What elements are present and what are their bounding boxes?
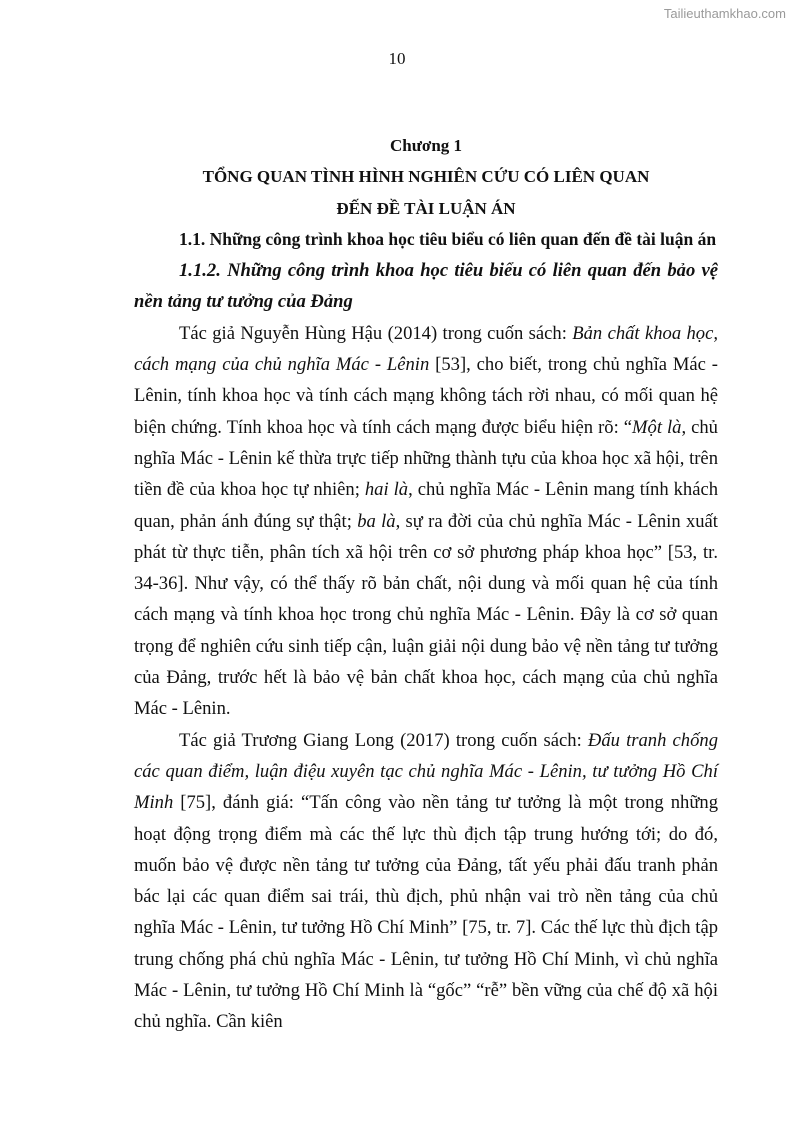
paragraph-2 [134, 725, 718, 1038]
paragraph-2-text-2: [75], đánh giá: “Tấn công vào nền tảng tư tưởng là một trong những hoạt động trọng điểm mà các thế lực thù địch tập trung hướng tới; do đó, muốn bảo vệ được nền tảng tư tưởng của Đảng, tất yếu phải đấu tranh phản bác lại các quan điểm sai trái, thù địch, phủ nhận vai trò nền tảng của chủ nghĩa Mác - Lênin, tư tưởng Hồ Chí Minh” [75, tr. 7]. Các thế lực thù địch tập trung chống phá chủ nghĩa Mác - Lênin, tư tưởng Hồ Chí Minh, vì chủ nghĩa Mác - Lênin, tư tưởng Hồ Chí Minh là “gốc” “rễ” bền vững của chế độ xã hội chủ nghĩa. Cần kiên [134, 792, 718, 1033]
paragraph-1-book-title: Bản chất khoa học, cách mạng của chủ nghĩa Mác - Lênin [134, 322, 718, 376]
page-number: 10 [388, 49, 406, 68]
document-body [134, 130, 718, 1038]
paragraph-1 [134, 318, 718, 725]
paragraph-1-text-3: , chủ nghĩa Mác - Lênin kế thừa trực tiếp những thành tựu của khoa học xã hội, trên tiền đề của khoa học tự nhiên; [134, 416, 718, 501]
paragraph-1-italic-3: ba là [357, 510, 396, 532]
section-subheading: 1.1.2. Những công trình khoa học tiêu biểu có liên quan đến bảo vệ nền tảng tư tưởng của Đảng [134, 260, 718, 313]
paragraph-1-text-4: , chủ nghĩa Mác - Lênin mang tính khách quan, phản ánh đúng sự thật; [134, 479, 719, 532]
paragraph-1-italic-1: Một là [632, 416, 682, 438]
paragraph-1-italic-2: hai là [364, 479, 409, 501]
section-heading: 1.1. Những công trình khoa học tiêu biểu có liên quan đến đề tài luận án [179, 228, 717, 249]
chapter-title-line-2: ĐẾN ĐỀ TÀI LUẬN ÁN [336, 198, 516, 218]
watermark: Tailieuthamkhao.com [663, 6, 786, 21]
paragraph-2-book-title: Đấu tranh chống các quan điểm, luận điệu xuyên tạc chủ nghĩa Mác - Lênin, tư tưởng Hồ Chí Minh [134, 729, 718, 814]
paragraph-1-text-1: Tác giả Nguyễn Hùng Hậu (2014) trong cuốn sách: [179, 322, 573, 344]
paragraph-2-text-1: Tác giả Trương Giang Long (2017) trong cuốn sách: [179, 729, 588, 751]
paragraph-1-text-2: [53], cho biết, trong chủ nghĩa Mác - Lênin, tính khoa học và tính cách mạng không tách rời nhau, có mối quan hệ biện chứng. Tính khoa học và tính cách mạng được biểu hiện rõ: “ [134, 354, 718, 438]
chapter-title-line-1: TỔNG QUAN TÌNH HÌNH NGHIÊN CỨU CÓ LIÊN QUAN [202, 167, 650, 187]
paragraph-1-text-5: , sự ra đời của chủ nghĩa Mác - Lênin xuất phát từ thực tiễn, phân tích xã hội trên cơ sở phương pháp khoa học” [53, tr. 34-36]. Như vậy, có thể thấy rõ bản chất, nội dung và mối quan hệ của tính cách mạng và tính khoa học trong chủ nghĩa Mác - Lênin. Đây là cơ sở quan trọng để nghiên cứu sinh tiếp cận, luận giải nội dung bảo vệ nền tảng tư tưởng của Đảng, trước hết là bảo vệ bản chất khoa học, cách mạng của chủ nghĩa Mác - Lênin. [134, 510, 718, 720]
chapter-label: Chương 1 [389, 136, 463, 155]
